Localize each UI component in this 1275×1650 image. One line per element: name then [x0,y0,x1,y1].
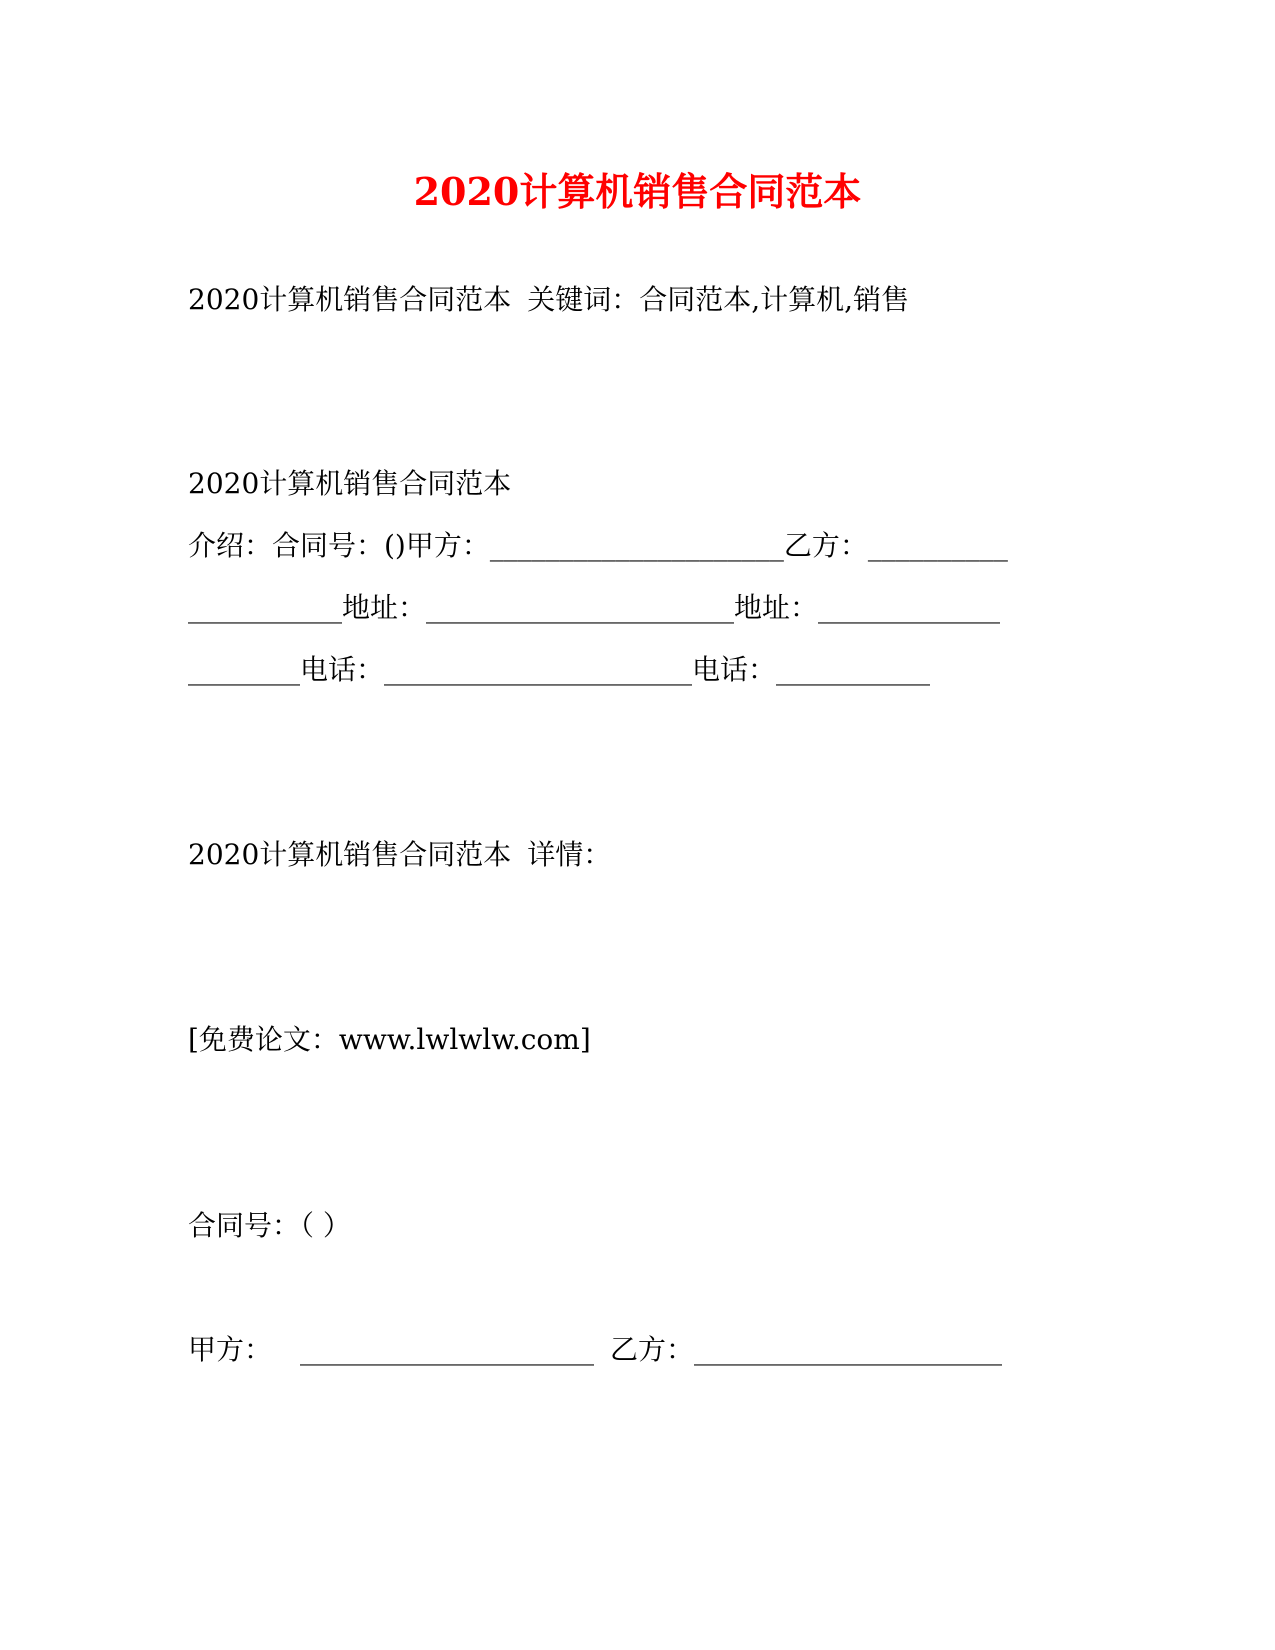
contract-number: 合同号：（ ） [188,1209,351,1242]
party-a-label: 甲方： [188,1333,273,1366]
section-heading: 2020计算机销售合同范本 [188,467,512,500]
party-a-blank: _____________________ [300,1333,595,1366]
keywords-label: 关键词：合同范本,计算机,销售 [527,283,910,316]
details-label: 详情： [527,838,612,871]
party-b-label: 乙方： [610,1333,695,1366]
keywords-line [188,282,909,318]
party-line [188,1332,1002,1368]
document-title: 2020计算机销售合同范本 [413,169,862,214]
details-line [188,837,611,873]
party-b-blank: ______________________ [694,1333,1003,1366]
intro-line-1: 介绍：合同号：()甲方：_____________________乙方：__________ [188,529,1008,562]
keywords-doc-name: 2020计算机销售合同范本 [188,283,512,316]
intro-line-2: ___________地址：______________________地址：_____________ [188,591,1001,624]
intro-line-3: ________电话：______________________电话：___________ [188,653,931,686]
details-doc-name: 2020计算机销售合同范本 [188,838,512,871]
free-paper-link: [免费论文：www.lwlwlw.com] [188,1023,591,1056]
